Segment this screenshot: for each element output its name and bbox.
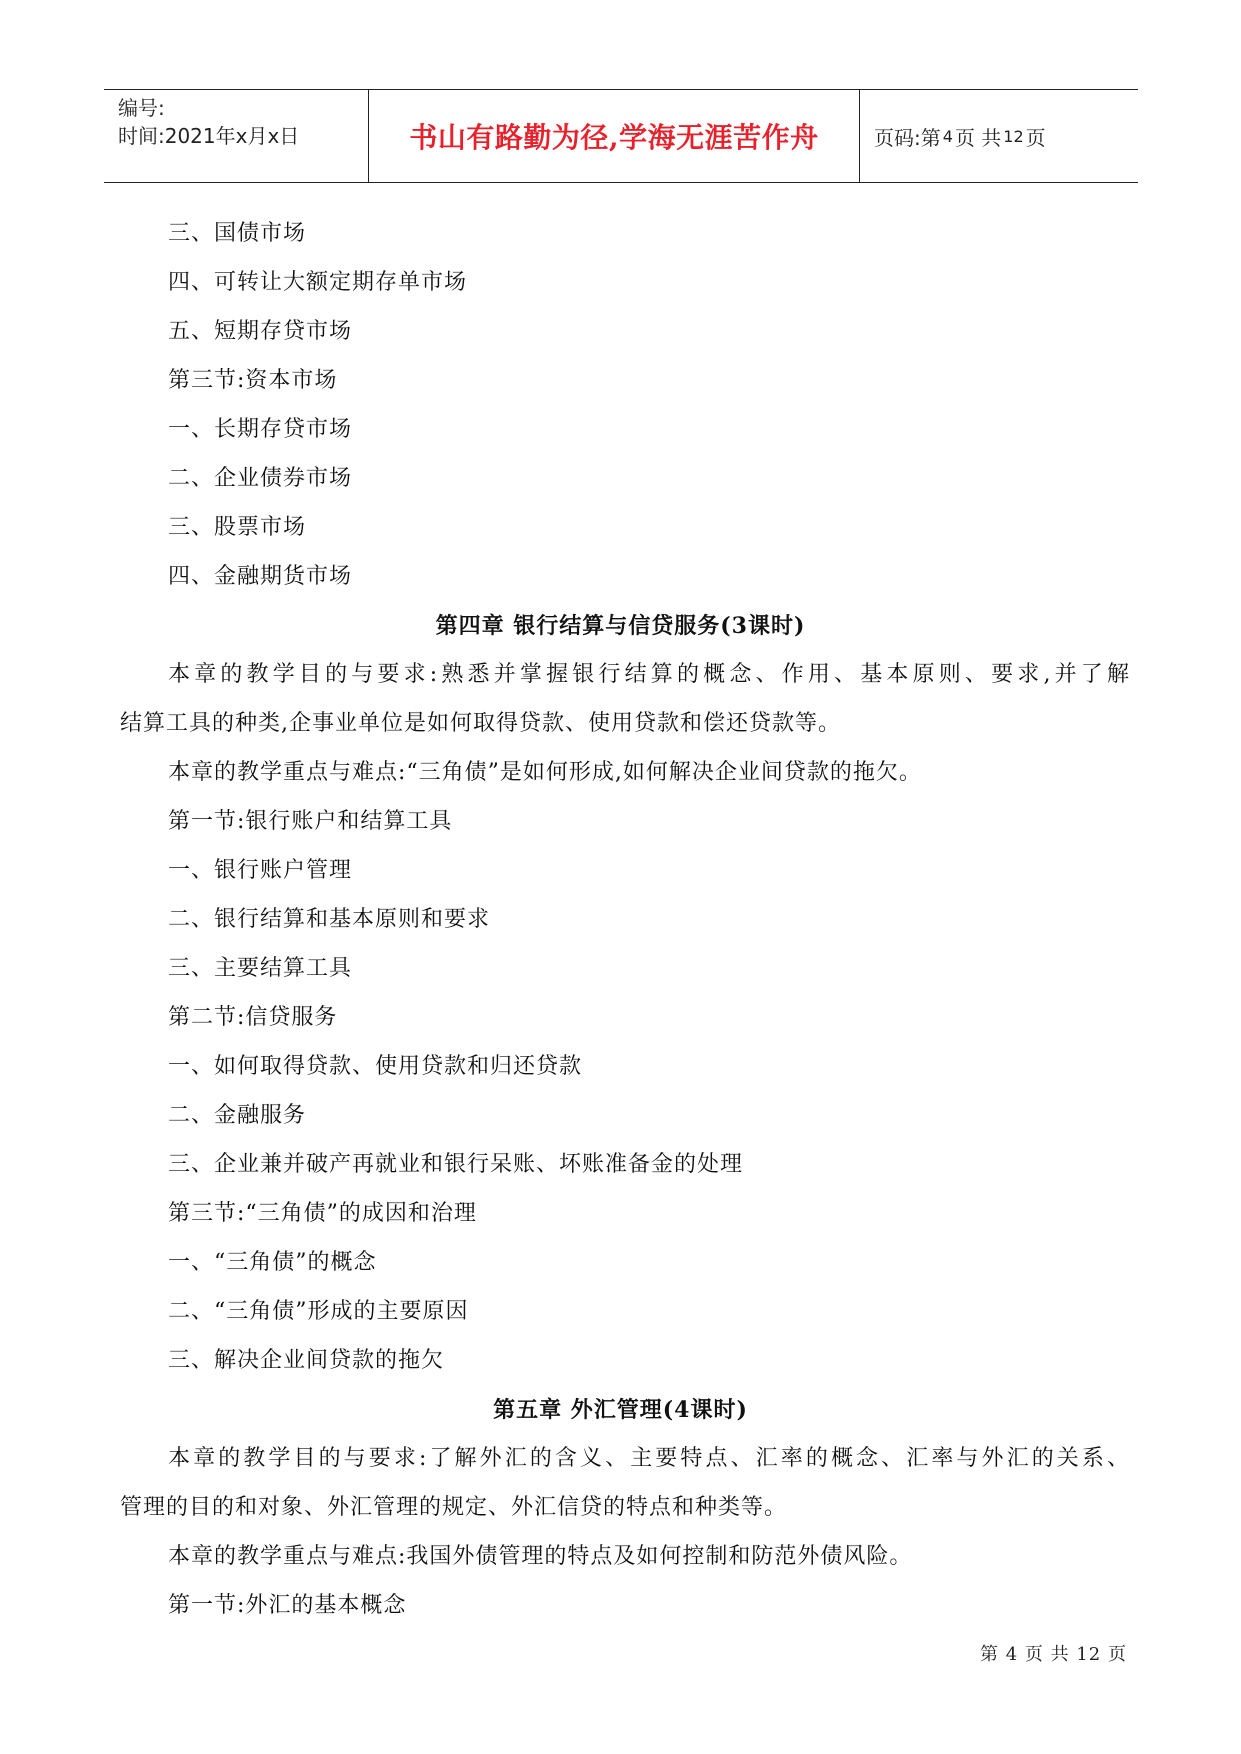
body-line: 三、股票市场 — [168, 515, 307, 540]
body-line: 一、长期存贷市场 — [168, 417, 353, 442]
header-meta — [104, 90, 368, 182]
body-line: 三、解决企业间贷款的拖欠 — [168, 1348, 445, 1373]
doc-time-label: 时间:2021年x月x日 — [118, 124, 300, 148]
paragraph-line: 结算工具的种类,企事业单位是如何取得贷款、使用贷款和偿还贷款等。 — [120, 711, 841, 736]
header-page-info — [860, 90, 1138, 182]
body-line: 一、银行账户管理 — [168, 858, 353, 883]
header-motto: 书山有路勤为径,学海无涯苦作舟 — [368, 90, 860, 182]
page-mid: 页 共 — [954, 125, 1002, 150]
page-prefix: 页码:第 — [874, 125, 941, 150]
section-heading: 第三节:资本市场 — [168, 368, 338, 393]
paragraph-line: 管理的目的和对象、外汇管理的规定、外汇信贷的特点和种类等。 — [120, 1495, 788, 1520]
body-line: 二、银行结算和基本原则和要求 — [168, 907, 491, 932]
page-current: 4 — [942, 126, 953, 146]
body-line: 三、企业兼并破产再就业和银行呆账、坏账准备金的处理 — [168, 1152, 744, 1177]
body-line: 四、可转让大额定期存单市场 — [168, 270, 468, 295]
body-line: 三、主要结算工具 — [168, 956, 353, 981]
body-line: 一、“三角债”的概念 — [168, 1250, 377, 1275]
body-line: 三、国债市场 — [168, 221, 307, 246]
paragraph-line: 本章的教学目的与要求:熟悉并掌握银行结算的概念、作用、基本原则、要求,并了解 — [168, 662, 1130, 687]
body-line: 四、金融期货市场 — [168, 564, 353, 589]
section-heading: 第三节:“三角债”的成因和治理 — [168, 1201, 477, 1226]
paragraph-line: 本章的教学目的与要求:了解外汇的含义、主要特点、汇率的概念、汇率与外汇的关系、 — [168, 1446, 1130, 1471]
paragraph-line: 本章的教学重点与难点:我国外债管理的特点及如何控制和防范外债风险。 — [168, 1544, 913, 1569]
body-line: 二、企业债券市场 — [168, 466, 353, 491]
section-heading: 第一节:银行账户和结算工具 — [168, 809, 453, 834]
chapter-title: 第四章 银行结算与信贷服务(3课时) — [435, 613, 806, 639]
body-line: 五、短期存贷市场 — [168, 319, 353, 344]
page-footer: 第 4 页 共 12 页 — [980, 1644, 1127, 1665]
page-suffix: 页 — [1025, 125, 1046, 150]
body-line: 二、金融服务 — [168, 1103, 307, 1128]
body-line: 二、“三角债”形成的主要原因 — [168, 1299, 469, 1324]
body-line: 一、如何取得贷款、使用贷款和归还贷款 — [168, 1054, 583, 1079]
page-total: 12 — [1003, 126, 1024, 146]
chapter-title: 第五章 外汇管理(4课时) — [493, 1397, 748, 1423]
section-heading: 第二节:信贷服务 — [168, 1005, 338, 1030]
section-heading: 第一节:外汇的基本概念 — [168, 1593, 407, 1618]
page-header — [104, 89, 1138, 183]
doc-number-label: 编号: — [118, 96, 165, 120]
paragraph-line: 本章的教学重点与难点:“三角债”是如何形成,如何解决企业间贷款的拖欠。 — [168, 760, 922, 785]
